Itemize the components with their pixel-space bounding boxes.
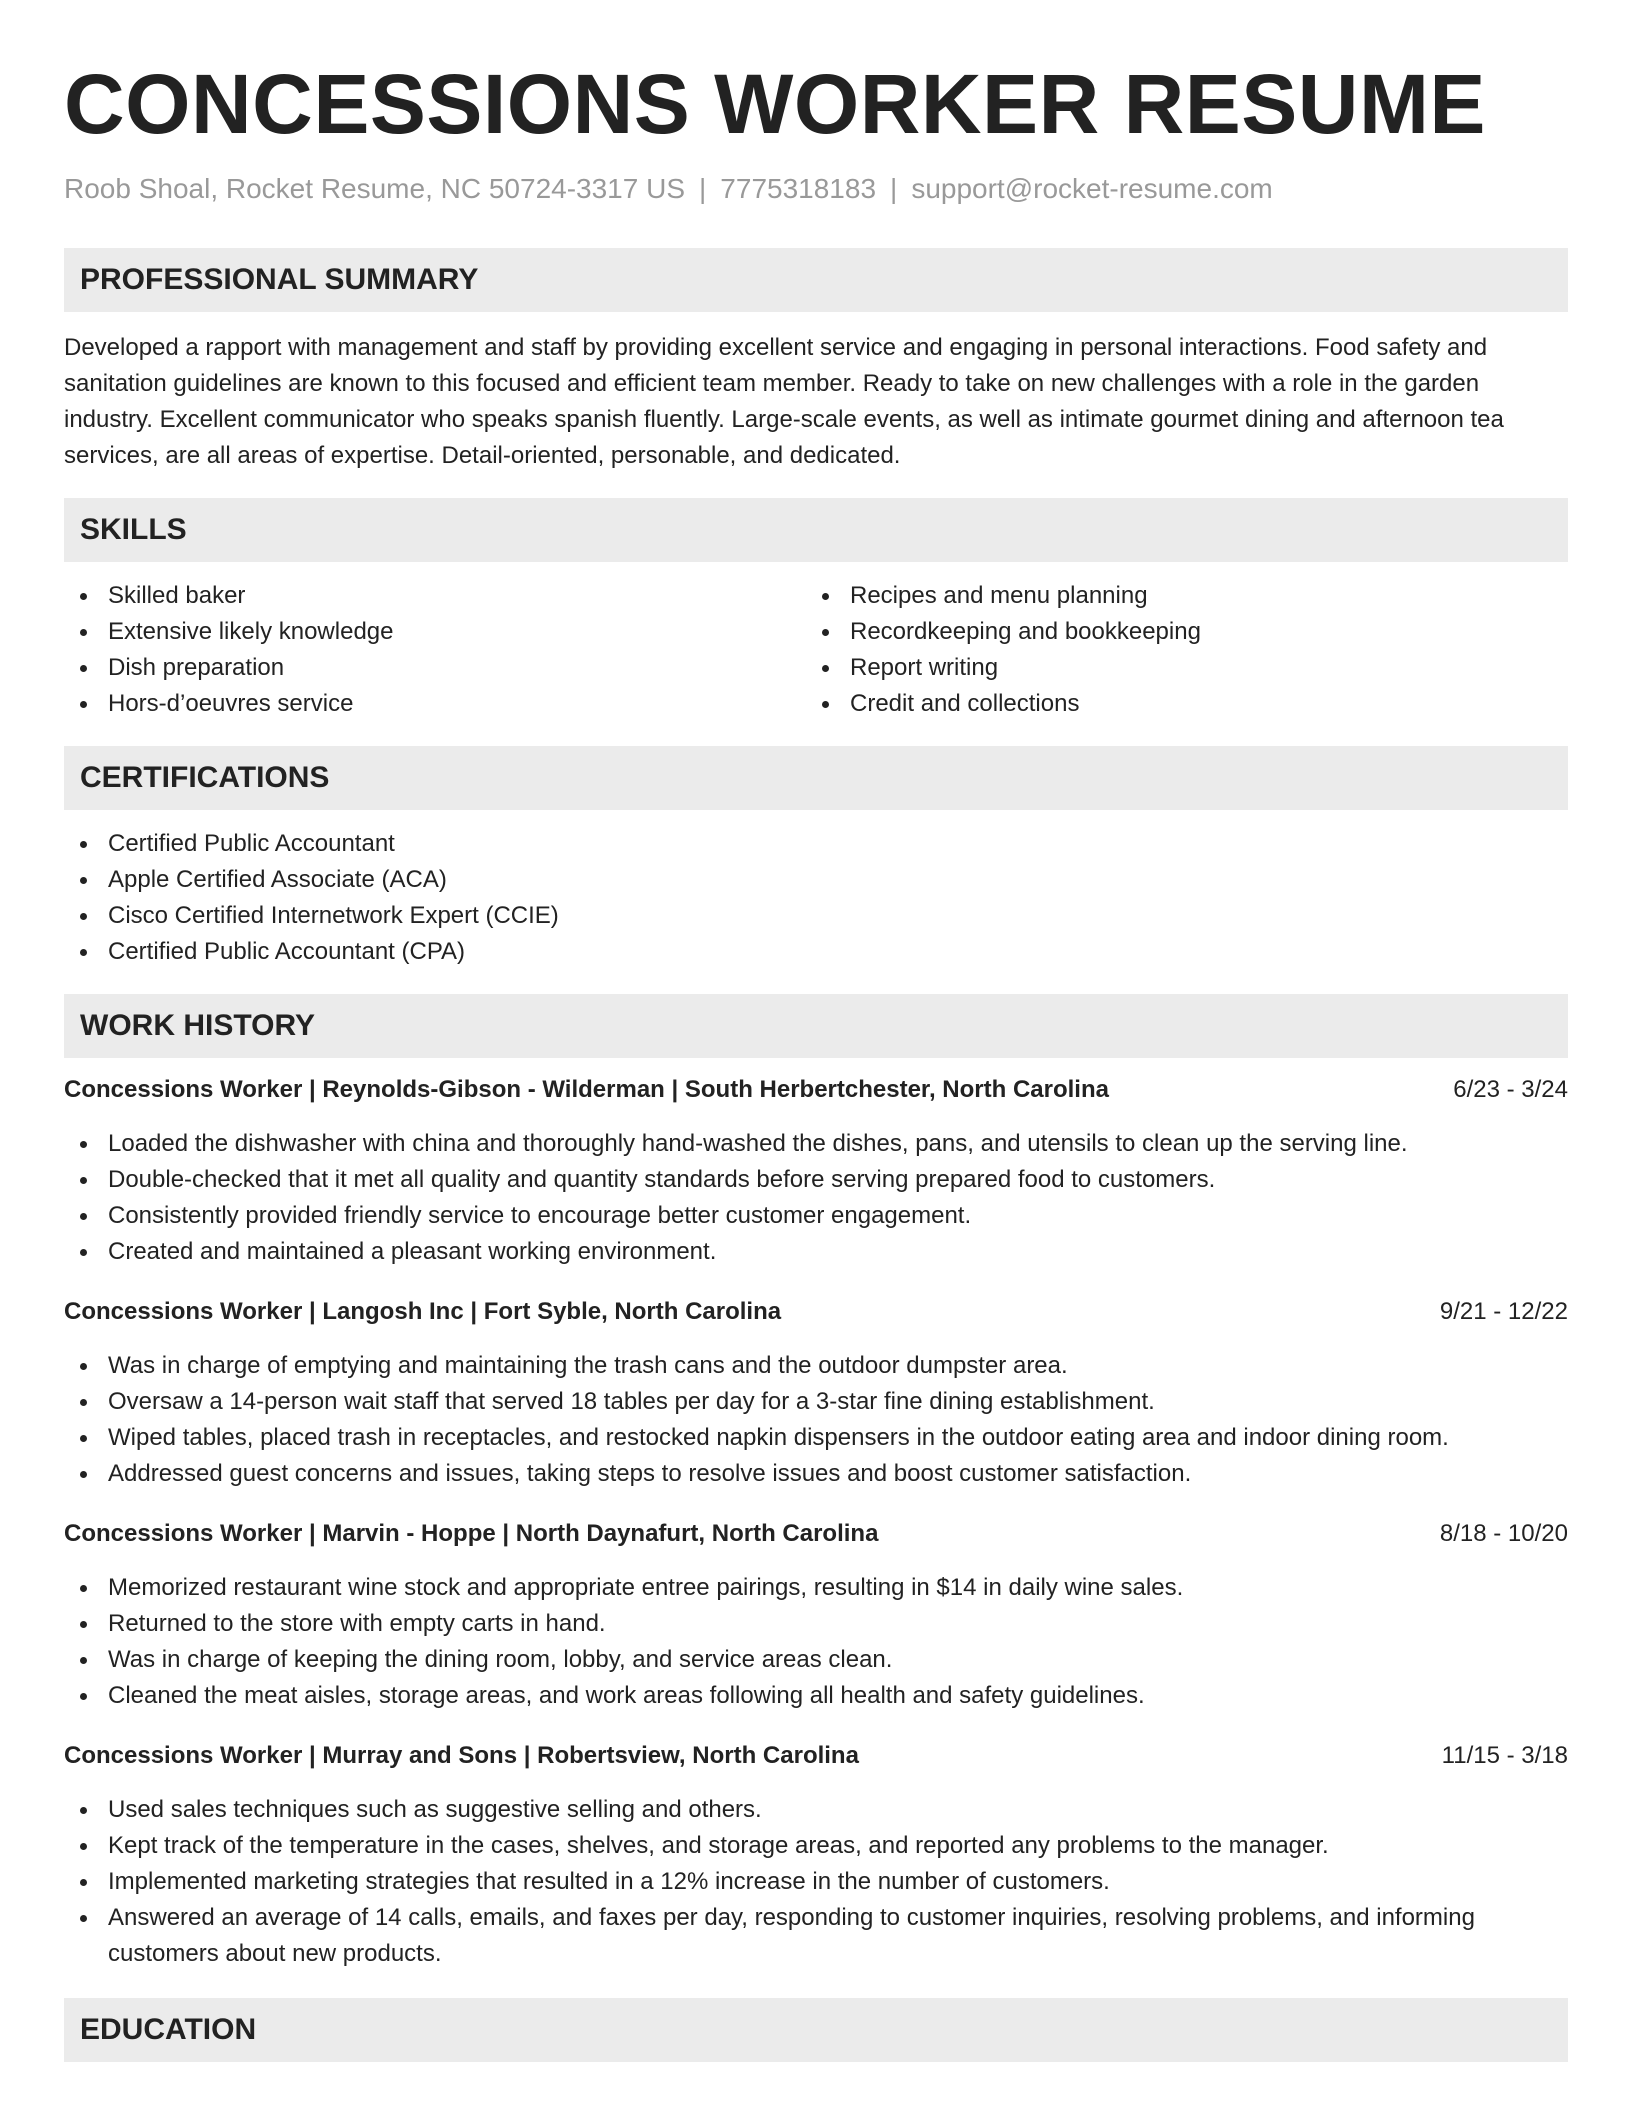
job-bullets bbox=[64, 1126, 1568, 1270]
certification-item: Apple Certified Associate (ACA) bbox=[64, 862, 1568, 898]
skill-item: Extensive likely knowledge bbox=[64, 614, 806, 650]
resume-title: CONCESSIONS WORKER RESUME bbox=[64, 57, 1486, 151]
skills-columns bbox=[64, 578, 1568, 722]
certifications-heading: CERTIFICATIONS bbox=[64, 746, 1568, 810]
job-bullet: Addressed guest concerns and issues, taking steps to resolve issues and boost customer satisfaction. bbox=[64, 1456, 1568, 1492]
contact-separator: | bbox=[890, 173, 898, 204]
contact-line bbox=[64, 172, 1568, 206]
summary-text: Developed a rapport with management and staff by providing excellent service and engaging in personal interactions. Food safety and sanitation guidelines are known to this focused and efficient team member. Ready to take on new challenges with a role in the garden industry. Excellent communicator who speaks spanish fluently. Large-scale events, as well as intimate gourmet dining and afternoon tea services, are all areas of expertise. Detail-oriented, personable, and dedicated. bbox=[64, 334, 1504, 469]
skill-item: Hors-d’oeuvres service bbox=[64, 686, 806, 722]
job-entry bbox=[64, 1072, 1568, 1270]
job-dates: 6/23 - 3/24 bbox=[1453, 1076, 1568, 1103]
certifications-list bbox=[64, 826, 1568, 970]
skill-item: Report writing bbox=[806, 650, 1548, 686]
skills-list-left bbox=[64, 578, 806, 722]
certification-item: Cisco Certified Internetwork Expert (CCIE) bbox=[64, 898, 1568, 934]
job-bullet: Was in charge of emptying and maintaining the trash cans and the outdoor dumpster area. bbox=[64, 1348, 1568, 1384]
job-title: Concessions Worker | Marvin - Hoppe | North Daynafurt, North Carolina bbox=[64, 1520, 879, 1547]
contact-address: Roob Shoal, Rocket Resume, NC 50724-3317 US bbox=[64, 173, 686, 204]
certification-item: Certified Public Accountant bbox=[64, 826, 1568, 862]
job-header bbox=[64, 1738, 1568, 1774]
job-header bbox=[64, 1294, 1568, 1330]
summary-heading: PROFESSIONAL SUMMARY bbox=[64, 248, 1568, 312]
certification-item: Certified Public Accountant (CPA) bbox=[64, 934, 1568, 970]
job-bullet: Used sales techniques such as suggestive selling and others. bbox=[64, 1792, 1568, 1828]
job-entry bbox=[64, 1738, 1568, 1972]
skills-list-right bbox=[806, 578, 1548, 722]
job-bullet: Double-checked that it met all quality and quantity standards before serving prepared food to customers. bbox=[64, 1162, 1568, 1198]
job-entry bbox=[64, 1294, 1568, 1492]
job-dates: 8/18 - 10/20 bbox=[1439, 1520, 1568, 1547]
contact-phone: 7775318183 bbox=[720, 173, 877, 204]
contact-email: support@rocket-resume.com bbox=[911, 173, 1273, 204]
job-header bbox=[64, 1072, 1568, 1108]
skills-heading: SKILLS bbox=[64, 498, 1568, 562]
job-bullet: Wiped tables, placed trash in receptacles, and restocked napkin dispensers in the outdoor eating area and indoor dining room. bbox=[64, 1420, 1568, 1456]
job-bullets bbox=[64, 1792, 1568, 1972]
job-bullet: Was in charge of keeping the dining room, lobby, and service areas clean. bbox=[64, 1642, 1568, 1678]
job-dates: 11/15 - 3/18 bbox=[1441, 1742, 1568, 1769]
job-entry bbox=[64, 1516, 1568, 1714]
skill-item: Dish preparation bbox=[64, 650, 806, 686]
skill-item: Recordkeeping and bookkeeping bbox=[806, 614, 1548, 650]
job-bullet: Kept track of the temperature in the cases, shelves, and storage areas, and reported any problems to the manager. bbox=[64, 1828, 1568, 1864]
skill-item: Recipes and menu planning bbox=[806, 578, 1548, 614]
skill-item: Skilled baker bbox=[64, 578, 806, 614]
job-bullet: Memorized restaurant wine stock and appropriate entree pairings, resulting in $14 in daily wine sales. bbox=[64, 1570, 1568, 1606]
skill-item: Credit and collections bbox=[806, 686, 1548, 722]
job-bullet: Answered an average of 14 calls, emails, and faxes per day, responding to customer inquiries, resolving problems, and informing customers about new products. bbox=[64, 1900, 1568, 1972]
job-bullet: Consistently provided friendly service to encourage better customer engagement. bbox=[64, 1198, 1568, 1234]
job-bullet: Implemented marketing strategies that resulted in a 12% increase in the number of customers. bbox=[64, 1864, 1568, 1900]
job-bullet: Returned to the store with empty carts in hand. bbox=[64, 1606, 1568, 1642]
job-title: Concessions Worker | Murray and Sons | Robertsview, North Carolina bbox=[64, 1742, 859, 1769]
job-bullets bbox=[64, 1570, 1568, 1714]
job-bullet: Oversaw a 14-person wait staff that served 18 tables per day for a 3-star fine dining establishment. bbox=[64, 1384, 1568, 1420]
job-title: Concessions Worker | Reynolds-Gibson - Wilderman | South Herbertchester, North Carolina bbox=[64, 1076, 1109, 1103]
job-bullets bbox=[64, 1348, 1568, 1492]
education-heading: EDUCATION bbox=[64, 1998, 1568, 2062]
job-bullet: Created and maintained a pleasant working environment. bbox=[64, 1234, 1568, 1270]
contact-separator: | bbox=[699, 173, 707, 204]
job-header bbox=[64, 1516, 1568, 1552]
job-bullet: Loaded the dishwasher with china and thoroughly hand-washed the dishes, pans, and utensils to clean up the serving line. bbox=[64, 1126, 1568, 1162]
job-title: Concessions Worker | Langosh Inc | Fort Syble, North Carolina bbox=[64, 1298, 782, 1325]
work-history-heading: WORK HISTORY bbox=[64, 994, 1568, 1058]
job-bullet: Cleaned the meat aisles, storage areas, and work areas following all health and safety guidelines. bbox=[64, 1678, 1568, 1714]
job-dates: 9/21 - 12/22 bbox=[1439, 1298, 1568, 1325]
